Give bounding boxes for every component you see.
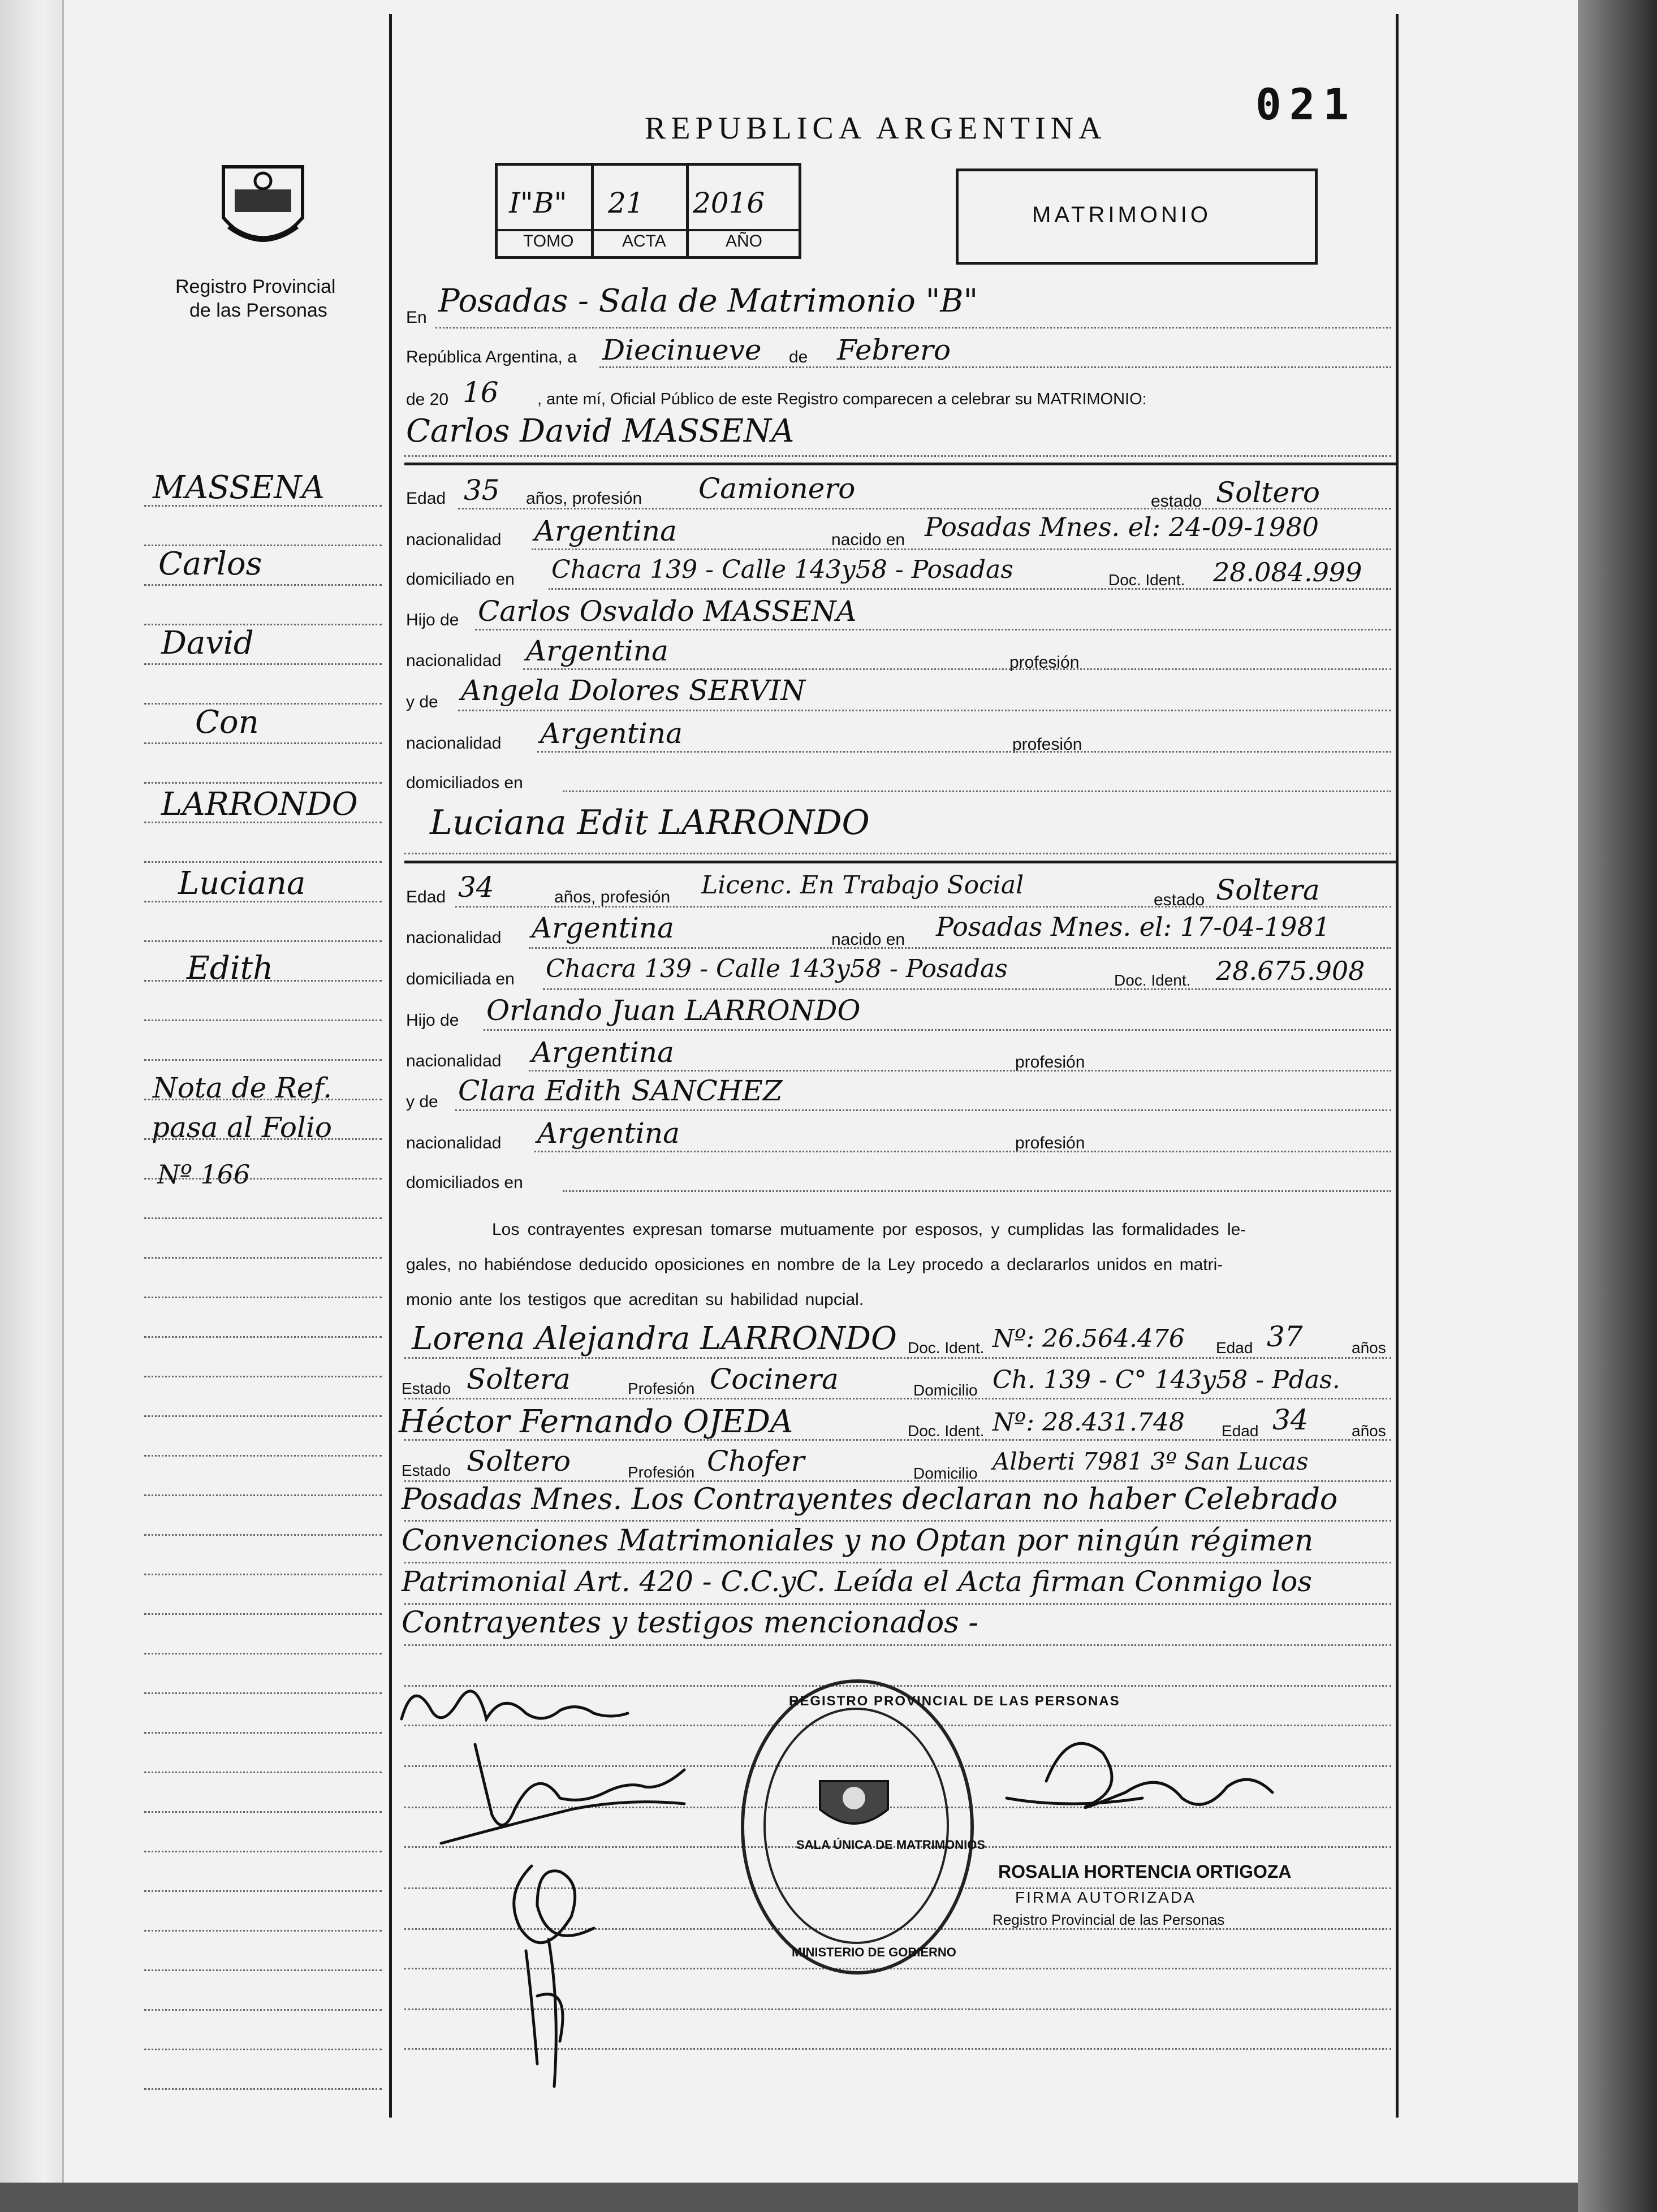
stamp-bottom-text: MINISTERIO DE GOBIERNO (792, 1945, 956, 1959)
witness1-doc: Nº: 26.564.476 (993, 1324, 1185, 1353)
registry-name-1: Registro Provincial (175, 276, 336, 297)
groom-mother-nationality: Argentina (540, 717, 683, 750)
bride-mother-nationality: Argentina (537, 1117, 680, 1150)
groom-father: Carlos Osvaldo MASSENA (478, 595, 857, 628)
tomo-value: I"B" (509, 187, 567, 219)
anio-value: 2016 (693, 187, 765, 219)
folio-number: 021 (1255, 79, 1357, 129)
declaration-line-1: Los contrayentes expresan tomarse mutuamente por esposos, y cumplidas las formalidades le- (492, 1220, 1246, 1239)
bride-doc: 28.675.908 (1216, 956, 1365, 986)
margin-line-6: Luciana (178, 865, 306, 902)
bride-father: Orlando Juan LARRONDO (486, 994, 861, 1027)
groom-doc: 28.084.999 (1213, 557, 1362, 587)
declaration-line-3: monio ante los testigos que acreditan su habilidad nupcial. (406, 1290, 864, 1309)
act-year: 16 (463, 376, 499, 409)
stamp-outer-text: REGISTRO PROVINCIAL DE LAS PERSONAS (789, 1693, 1120, 1709)
bride-status: Soltera (1216, 874, 1320, 906)
groom-name: Carlos David MASSENA (406, 413, 795, 450)
groom-mother: Angela Dolores SERVIN (461, 674, 806, 707)
right-border (1396, 14, 1399, 2118)
registry-name-2: de las Personas (189, 300, 327, 321)
margin-line-1: MASSENA (153, 469, 325, 506)
witness2-name: Héctor Fernando OJEDA (399, 1403, 793, 1440)
witness2-age: 34 (1272, 1403, 1309, 1436)
bride-name: Luciana Edit LARRONDO (430, 803, 870, 843)
notes-line-1: Posadas Mnes. Los Contrayentes declaran no haber Celebrado (402, 1483, 1338, 1517)
act-place: Posadas - Sala de Matrimonio "B" (438, 283, 978, 319)
margin-line-12: Nº 166 (157, 1159, 251, 1190)
bride-age: 34 (458, 871, 494, 904)
stamp-inner-text: SALA ÚNICA DE MATRIMONIOS (796, 1838, 986, 1852)
bride-profession: Licenc. En Trabajo Social (701, 871, 1024, 900)
anio-label: AÑO (726, 232, 763, 250)
stamp-crest-icon (814, 1770, 894, 1832)
witness2-doc: Nº: 28.431.748 (993, 1408, 1185, 1437)
book-binding (0, 0, 64, 2183)
groom-age: 35 (464, 474, 500, 507)
page-edge-bottom (0, 2183, 1578, 2212)
margin-line-4: Con (195, 704, 259, 741)
margin-line-2: Carlos (158, 546, 262, 582)
groom-address: Chacra 139 - Calle 143y58 - Posadas (551, 555, 1013, 584)
act-day: Diecinueve (602, 334, 762, 366)
tomo-label: TOMO (523, 232, 574, 250)
witness1-address: Ch. 139 - C° 143y58 - Pdas. (993, 1366, 1340, 1394)
groom-father-nationality: Argentina (526, 634, 668, 667)
bride-birth: Posadas Mnes. el: 17-04-1981 (936, 911, 1330, 942)
notes-line-4: Contrayentes y testigos mencionados - (402, 1606, 978, 1640)
margin-line-3: David (161, 625, 254, 662)
country-title: REPUBLICA ARGENTINA (645, 111, 1107, 146)
notes-line-2: Convenciones Matrimoniales y no Optan por ningún régimen (402, 1524, 1314, 1558)
province-seal-icon (212, 150, 314, 263)
acta-label: ACTA (622, 232, 666, 250)
act-month: Febrero (837, 334, 951, 366)
witness1-name: Lorena Alejandra LARRONDO (412, 1320, 897, 1357)
officer-name: ROSALIA HORTENCIA ORTIGOZA (998, 1861, 1292, 1882)
witness1-status: Soltera (467, 1363, 571, 1396)
document-page: REPUBLICA ARGENTINA 021 Registro Provincial de las Personas I"B" 21 2016 TOMO ACTA AÑO MATRIMONIO En Posadas - Sala de Matrimonio "B" República Argentina, a Diecinueve de Febrero de 20 16 , ante mí, Oficial Público de este Registro comparecen a celebrar su MATRIMONIO: Carlos David MASSENA Edad 35 años, profesión Camionero estado Soltero nacionalidad Argentina nacido en Posadas Mnes. el: 24-09-1980 domiciliado en Chacra 139 - Calle 143y58 - Posadas Doc. Ident. 28.084.999 Hijo de Carlos Osvaldo MASSENA nacionalidad Argentina profesión y de Angela Dolores SERVIN nacionalidad Argentina profesión domiciliados en Luciana Edit LARRONDO Edad 34 años, profesión Licenc. En Trabajo Social estado Soltera nacionalidad Argentina nacido en Posadas Mnes. el: 17-04-1981 domiciliada en Chacra 139 - Calle 143y58 - Posadas Doc. Ident. 28.675.908 Hijo de Orlando Juan LARRONDO nacionalidad Argentina profesión y de Clara Edith SANCHEZ nacionalidad Argentina profesión domiciliados en Los contrayentes expresan tomarse mutuamente por esposos, y cumplidas las formalidades le- gales, no habiéndose deducido oposiciones en nombre de la Ley procedo a declararlos unidos en matri- monio ante los testigos que acreditan su habilidad nupcial. Lorena Alejandra LARRONDO Doc. Ident. Nº: 26.564.476 Edad 37 años Estado Soltera Profesión Cocinera Domicilio Ch. 139 - C° 143y58 - Pdas. Héctor Fernando OJEDA Doc. Ident. Nº: 28.431.748 Edad 34 años Estado Soltero Profesión Chofer Domicilio Alberti 7981 3º San Lucas Posadas Mnes. Los Contrayentes declaran no haber Celebrado Convenciones Matrimoniales y no Optan por ningún régimen Patrimonial Art. 420 - C.C.yC. Leída el Acta firman Conmigo los Contrayentes y testigos mencionados - REGISTRO PROVINCIAL DE LAS PERSONAS SALA ÚNICA DE MATRIMONIOS MINISTERIO DE GOBIERNO ROSALIA HORTENCIA ORTIGOZA FIRMA AUTORIZADA Registro Provincial de las Personas MASSENA Carlos David Con LARRONDO Luciana Edith Nota de Ref. pasa al Folio Nº 166 (0, 0, 1657, 2212)
margin-line-7: Edith (187, 950, 274, 987)
margin-line-10: Nota de Ref. (153, 1072, 332, 1104)
acta-value: 21 (608, 187, 644, 219)
act-type: MATRIMONIO (1032, 202, 1212, 227)
witness1-age: 37 (1267, 1320, 1303, 1353)
notes-line-3: Patrimonial Art. 420 - C.C.yC. Leída el Acta firman Conmigo los (402, 1565, 1313, 1598)
margin-line-5: LARRONDO (161, 786, 358, 823)
groom-status: Soltero (1216, 476, 1321, 509)
officer-org: Registro Provincial de las Personas (993, 1911, 1225, 1928)
declaration-line-2: gales, no habiéndose deducido oposiciones en nombre de la Ley procedo a declararlos unidos en matri- (406, 1255, 1223, 1274)
bride-mother: Clara Edith SANCHEZ (458, 1074, 783, 1107)
bride-address: Chacra 139 - Calle 143y58 - Posadas (546, 954, 1008, 983)
groom-nationality: Argentina (534, 515, 677, 547)
bride-father-nationality: Argentina (532, 1036, 674, 1069)
page-edge-right (1578, 0, 1657, 2212)
bride-nationality: Argentina (532, 911, 674, 944)
witness1-profession: Cocinera (710, 1363, 839, 1396)
groom-profession: Camionero (698, 472, 856, 505)
witness2-profession: Chofer (707, 1445, 805, 1477)
margin-line-11: pasa al Folio (152, 1111, 333, 1144)
witness2-address: Alberti 7981 3º San Lucas (993, 1448, 1309, 1475)
groom-birth: Posadas Mnes. el: 24-09-1980 (925, 512, 1319, 542)
witness2-status: Soltero (467, 1445, 571, 1477)
officer-title: FIRMA AUTORIZADA (1015, 1889, 1196, 1906)
